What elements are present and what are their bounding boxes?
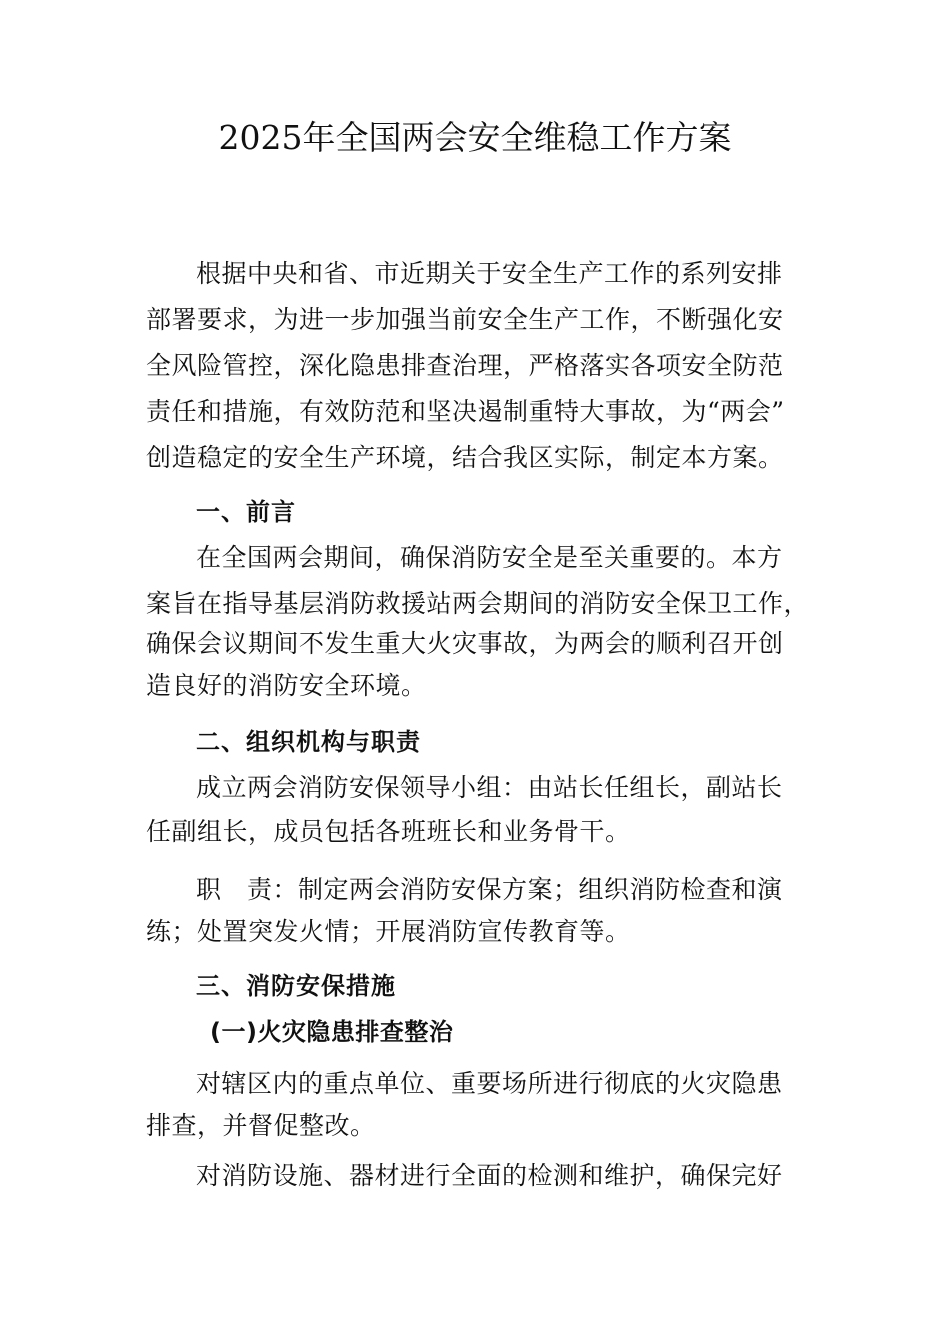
- intro-line: 创造稳定的安全生产环境，结合我区实际，制定本方案。: [146, 443, 784, 472]
- section-heading-preface: 一、前言: [196, 498, 296, 526]
- body-line: 在全国两会期间，确保消防安全是至关重要的。本方: [196, 543, 783, 572]
- intro-line: 部署要求，为进一步加强当前安全生产工作，不断强化安: [146, 305, 784, 334]
- body-line: 排查，并督促整改。: [146, 1111, 376, 1140]
- body-line: 任副组长，成员包括各班班长和业务骨干。: [146, 817, 631, 846]
- body-line: 对消防设施、器材进行全面的检测和维护，确保完好: [196, 1161, 783, 1190]
- intro-line: 责任和措施，有效防范和坚决遏制重特大事故，为“两会”: [146, 397, 785, 426]
- body-line: 案旨在指导基层消防救援站两会期间的消防安全保卫工作，: [146, 589, 810, 618]
- intro-line: 全风险管控，深化隐患排查治理，严格落实各项安全防范: [146, 351, 784, 380]
- intro-line: 根据中央和省、市近期关于安全生产工作的系列安排: [196, 259, 783, 288]
- body-line: 造良好的消防安全环境。: [146, 671, 427, 700]
- subsection-heading-hazard: (一)火灾隐患排查整治: [210, 1018, 454, 1046]
- document-title: 2025年全国两会安全维稳工作方案: [218, 118, 732, 157]
- section-heading-organization: 二、组织机构与职责: [196, 728, 421, 756]
- body-line: 成立两会消防安保领导小组：由站长任组长，副站长: [196, 773, 783, 802]
- body-line: 职 责：制定两会消防安保方案；组织消防检查和演: [196, 875, 783, 904]
- section-heading-measures: 三、消防安保措施: [196, 972, 396, 1000]
- body-line: 对辖区内的重点单位、重要场所进行彻底的火灾隐患: [196, 1069, 783, 1098]
- body-line: 练；处置突发火情；开展消防宣传教育等。: [146, 917, 631, 946]
- body-line: 确保会议期间不发生重大火灾事故，为两会的顺利召开创: [146, 629, 784, 658]
